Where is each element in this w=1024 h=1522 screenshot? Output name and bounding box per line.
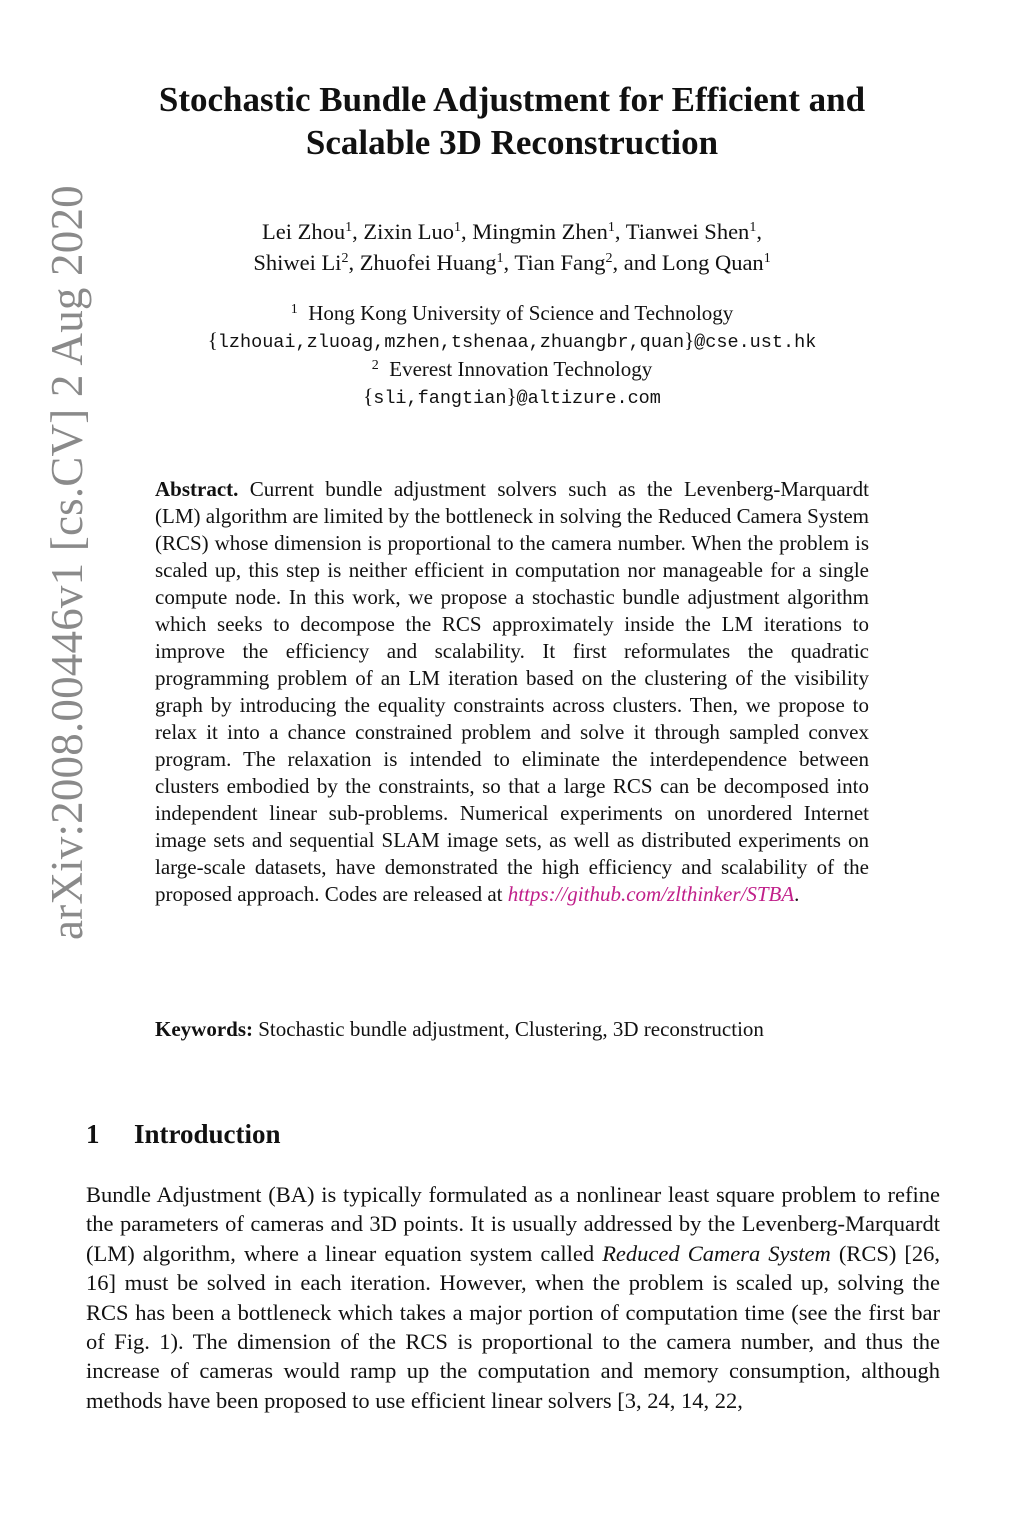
affiliation-name: Hong Kong University of Science and Technology xyxy=(308,301,734,325)
affiliation-1-emails: {lzhouai,zluoag,mzhen,tshenaa,zhuangbr,quan}@cse.ust.hk xyxy=(207,328,817,353)
keywords-label: Keywords: xyxy=(155,1017,253,1041)
affiliation-2 xyxy=(150,356,874,383)
keywords-text: Stochastic bundle adjustment, Clustering, 3D reconstruction xyxy=(258,1017,764,1041)
author-affil-mark: 1 xyxy=(763,251,771,266)
intro-term: Reduced Camera System xyxy=(602,1240,831,1266)
author-name: Tian Fang xyxy=(514,250,606,275)
author-name: Zixin Luo xyxy=(363,219,455,244)
author-affil-mark: 2 xyxy=(341,251,349,266)
abstract-text: Current bundle adjustment solvers such as the Levenberg-Marquardt (LM) algorithm are limited by the bottleneck in solving the Reduced Camera System (RCS) whose dimension is proportional to the camera number. When the problem is scaled up, this step is neither efficient in computation nor manageable for a single compute node. In this work, we propose a stochastic bundle adjustment algorithm which seeks to decompose the RCS approximately inside the LM iterations to improve the efficiency and scalability. It first reformulates the quadratic programming problem of an LM iteration based on the clustering of the visibility graph by introducing the equality constraints across clusters. Then, we propose to relax it into a chance constrained problem and solve it through sampled convex program. The relaxation is intended to eliminate the interdependence between clusters embodied by the constraints, so that a large RCS can be decomposed into independent linear sub-problems. Numerical experiments on unordered Internet image sets and sequential SLAM image sets, as well as distributed experiments on large-scale datasets, have demonstrated the high efficiency and scalability of the proposed approach. Codes are released at xyxy=(155,477,870,906)
author-affil-mark: 1 xyxy=(749,220,757,235)
abstract xyxy=(155,476,869,908)
title-line-2: Scalable 3D Reconstruction xyxy=(305,123,719,162)
author-affil-mark: 1 xyxy=(345,220,353,235)
section-title: Introduction xyxy=(134,1119,281,1149)
affiliation-block xyxy=(150,300,874,412)
author-name: Lei Zhou xyxy=(262,219,346,244)
author-name: Mingmin Zhen xyxy=(472,219,608,244)
email-users: sli,fangtian xyxy=(373,388,507,409)
affil-mark: 1 xyxy=(290,302,298,317)
author-affil-mark: 1 xyxy=(454,220,462,235)
author-name: Tianwei Shen xyxy=(625,219,750,244)
paper-title xyxy=(90,78,934,164)
author-name: Long Quan xyxy=(661,250,764,275)
intro-text-before: Bundle Adjustment (BA) is typically formulated as a nonlinear least square problem to refine the parameters of cameras and 3D points. It is usually addressed by the Levenberg-Marquardt (LM) algorithm, where a linear equation system called xyxy=(86,1182,940,1266)
abstract-label: Abstract. xyxy=(155,477,239,501)
section-number: 1 xyxy=(86,1119,100,1149)
email-domain: @cse.ust.hk xyxy=(694,332,817,353)
intro-text-after: (RCS) [26, 16] must be solved in each iteration. However, when the problem is scaled up, solving the RCS has been a bottleneck which takes a major portion of computation time (see the first bar of Fig. 1). The dimension of the RCS is proportional to the camera number, and thus the increase of cameras would ramp up the computation and memory consumption, although methods have been proposed to use efficient linear solvers [3, 24, 14, 22, xyxy=(86,1240,941,1413)
code-link[interactable]: https://github.com/zlthinker/STBA xyxy=(507,882,795,906)
arxiv-identifier: arXiv:2008.00446v1 [cs.CV] 2 Aug 2020 xyxy=(42,185,92,940)
author-affil-mark: 2 xyxy=(605,251,613,266)
email-users: lzhouai,zluoag,mzhen,tshenaa,zhuangbr,quan xyxy=(217,332,685,353)
email-domain: @altizure.com xyxy=(516,388,661,409)
affiliation-2-emails: {sli,fangtian}@altizure.com xyxy=(363,384,661,409)
keywords xyxy=(155,1016,869,1043)
author-name: Zhuofei Huang xyxy=(359,250,497,275)
title-line-1: Stochastic Bundle Adjustment for Efficient and xyxy=(158,80,866,119)
author-name: Shiwei Li xyxy=(253,250,342,275)
abstract-end: . xyxy=(794,882,800,906)
affil-mark: 2 xyxy=(371,358,379,373)
intro-paragraph xyxy=(86,1180,940,1415)
author-affil-mark: 1 xyxy=(496,251,504,266)
author-list: Lei Zhou$^1$, Zixin Luo$^1$, Mingmin Zhen$^1$, Tianwei Shen$^1$, Shiwei Li$^2$, Zhuofei Huang$^1$, Tian Fang$^2$, and Long Quan$^1$ xyxy=(253,219,771,275)
affiliation-name: Everest Innovation Technology xyxy=(389,357,653,381)
author-affil-mark: 1 xyxy=(607,220,615,235)
affiliation-1 xyxy=(150,300,874,327)
section-heading xyxy=(86,1116,946,1152)
